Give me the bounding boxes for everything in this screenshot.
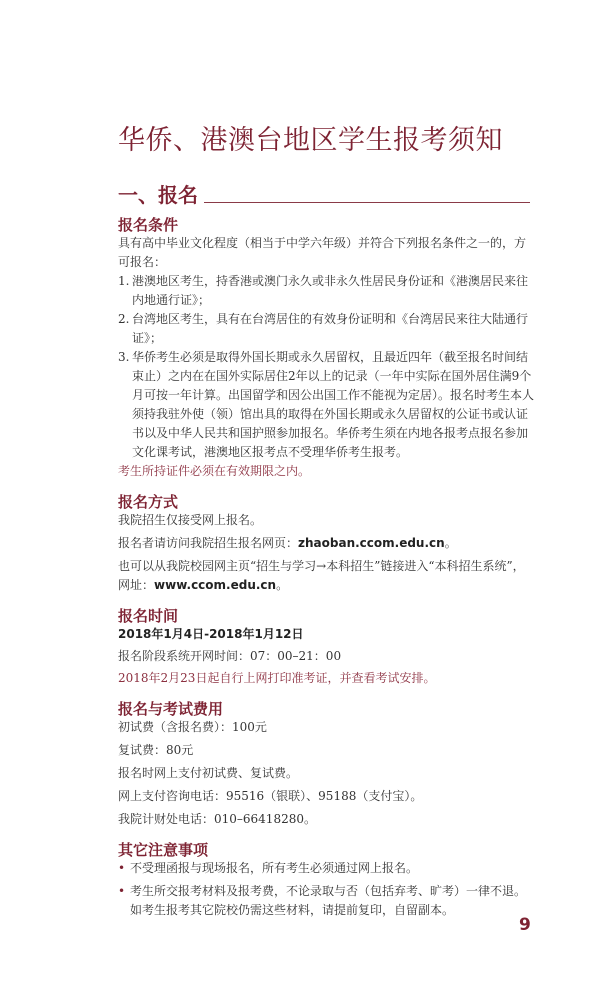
conditions-item-number: 2. xyxy=(118,312,130,326)
conditions-item xyxy=(118,272,536,310)
conditions-intro: 具有高中毕业文化程度（相当于中学六年级）并符合下列报名条件之一的，方可报名： xyxy=(118,236,527,269)
method-homepage-prefix: 也可以从我院校园网主页“招生与学习→本科招生”链接进入“本科招生系统”，网址： xyxy=(118,559,525,592)
conditions-item-number: 3. xyxy=(118,350,130,364)
other-note-item xyxy=(118,882,536,920)
section-heading-rule xyxy=(204,202,530,203)
page-number: 9 xyxy=(519,915,531,935)
method-url-prefix: 报名者请访问我院招生报名网页： xyxy=(118,536,299,550)
admission-ticket-note: 2018年2月23日起自行上网打印准考证，并查看考试安排。 xyxy=(118,671,436,685)
fee-payment-note: 报名时网上支付初试费、复试费。 xyxy=(118,766,299,780)
conditions-item xyxy=(118,348,536,462)
other-note-text: 不受理函报与现场报名，所有考生必须通过网上报名。 xyxy=(130,861,419,875)
page-title: 华侨、港澳台地区学生报考须知 xyxy=(118,125,503,156)
conditions-item-text: 台湾地区考生，具有在台湾居住的有效身份证明和《台湾居民来往大陆通行证》； xyxy=(132,312,529,345)
fee-preliminary: 初试费（含报名费）：100元 xyxy=(118,720,267,734)
conditions-item-text: 港澳地区考生，持香港或澳门永久或非永久性居民身份证和《港澳居民来往内地通行证》； xyxy=(132,274,529,307)
conditions-note: 考生所持证件必须在有效期限之内。 xyxy=(118,464,311,478)
time-heading: 报名时间 xyxy=(118,607,179,625)
other-notes-list xyxy=(118,859,536,920)
other-note-text: 考生所交报考材料及报考费，不论录取与否（包括弃考、旷考）一律不退。如考生报考其它院校仍需这些材料，请提前复印，自留副本。 xyxy=(130,884,527,917)
method-heading: 报名方式 xyxy=(118,493,179,511)
conditions-item-text: 华侨考生必须是取得外国长期或永久居留权，且最近四年（截至报名时间结束止）之内在在国外实际居住2年以上的记录（一年中实际在国外居住满9个月可按一年计算。出国留学和因公出国工作不能视为定居）。报名时考生本人须持我驻外使（领）馆出具的取得在外国长期或永久居留权的公证书或认证书以及中华人民共和国护照参加报名。华侨考生须在内地各报考点报名参加文化课考试，港澳地区报考点不受理华侨考生报考。 xyxy=(132,350,535,459)
homepage-url-link[interactable]: www.ccom.edu.cn xyxy=(154,578,277,592)
registration-dates: 2018年1月4日-2018年1月12日 xyxy=(118,627,304,641)
conditions-item-number: 1. xyxy=(118,274,130,288)
conditions-item xyxy=(118,310,536,348)
method-homepage-suffix: 。 xyxy=(276,578,289,592)
conditions-heading: 报名条件 xyxy=(118,216,179,234)
section-heading xyxy=(118,184,530,206)
other-heading: 其它注意事项 xyxy=(118,841,209,859)
conditions-list xyxy=(118,272,536,462)
registration-url-link[interactable]: zhaoban.ccom.edu.cn xyxy=(298,536,445,550)
bullet-icon: • xyxy=(118,884,126,898)
bullet-icon: • xyxy=(118,861,126,875)
fees-heading: 报名与考试费用 xyxy=(118,700,224,718)
method-line-url xyxy=(118,534,536,553)
method-line-online-only: 我院招生仅接受网上报名。 xyxy=(118,513,263,527)
fee-second-round: 复试费：80元 xyxy=(118,743,194,757)
finance-office-phone: 我院计财处电话：010–66418280。 xyxy=(118,812,316,826)
section-heading-label: 一、报名 xyxy=(118,183,198,207)
other-note-item xyxy=(118,859,536,878)
content-body xyxy=(118,216,536,920)
method-line-homepage xyxy=(118,557,536,595)
fee-payment-hotline: 网上支付咨询电话：95516（银联）、95188（支付宝）。 xyxy=(118,789,423,803)
system-open-hours: 报名阶段系统开网时间：07：00–21：00 xyxy=(118,649,342,663)
method-url-suffix: 。 xyxy=(444,536,457,550)
